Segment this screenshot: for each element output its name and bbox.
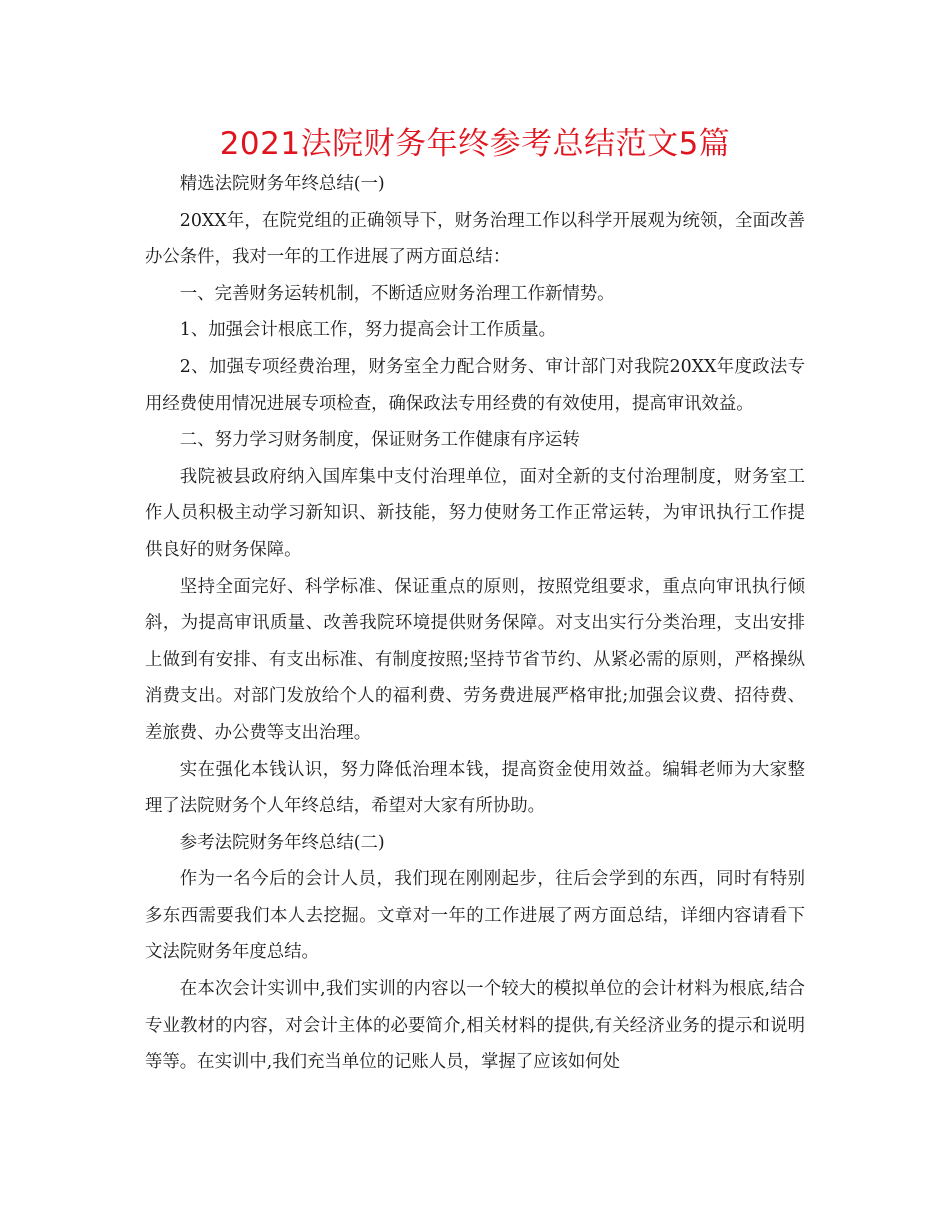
paragraph: 实在强化本钱认识，努力降低治理本钱，提高资金使用效益。编辑老师为大家整理了法院财务个人年终总结，希望对大家有所协助。 (145, 759, 805, 817)
document-title: 2021法院财务年终参考总结范文5篇 (219, 126, 731, 162)
document-body (145, 166, 805, 1081)
subheading: 一、完善财务运转机制，不断适应财务治理工作新情势。 (179, 283, 615, 304)
paragraph: 在本次会计实训中,我们实训的内容以一个较大的模拟单位的会计材料为根底,结合专业教材的内容，对会计主体的必要简介,相关材料的提供,有关经济业务的提示和说明等等。在实训中,我们充当单位的记账人员，掌握了应该如何处 (145, 979, 805, 1073)
paragraph: 作为一名今后的会计人员，我们现在刚刚起步，往后会学到的东西，同时有特别多东西需要我们本人去挖掘。文章对一年的工作进展了两方面总结，详细内容请看下文法院财务年度总结。 (145, 869, 805, 963)
section-heading-2: 参考法院财务年终总结(二) (179, 832, 385, 853)
paragraph: 我院被县政府纳入国库集中支付治理单位，面对全新的支付治理制度，财务室工作人员积极主动学习新知识、新技能，努力使财务工作正常运转，为审讯执行工作提供良好的财务保障。 (145, 466, 805, 560)
subheading: 二、努力学习财务制度，保证财务工作健康有序运转 (179, 430, 580, 451)
paragraph: 2、加强专项经费治理，财务室全力配合财务、审计部门对我院20XX年度政法专用经费使用情况进展专项检查，确保政法专用经费的有效使用，提高审讯效益。 (145, 356, 805, 414)
paragraph: 20XX年，在院党组的正确领导下，财务治理工作以科学开展观为统领，全面改善办公条件，我对一年的工作进展了两方面总结： (145, 210, 805, 268)
paragraph: 1、加强会计根底工作，努力提高会计工作质量。 (179, 320, 557, 341)
paragraph: 坚持全面完好、科学标准、保证重点的原则，按照党组要求，重点向审讯执行倾斜，为提高审讯质量、改善我院环境提供财务保障。对支出实行分类治理，支出安排上做到有安排、有支出标准、有制度按照;坚持节省节约、从紧必需的原则，严格操纵消费支出。对部门发放给个人的福利费、劳务费进展严格审批;加强会议费、招待费、差旅费、办公费等支出治理。 (145, 576, 805, 743)
section-heading-1: 精选法院财务年终总结(一) (179, 174, 385, 194)
